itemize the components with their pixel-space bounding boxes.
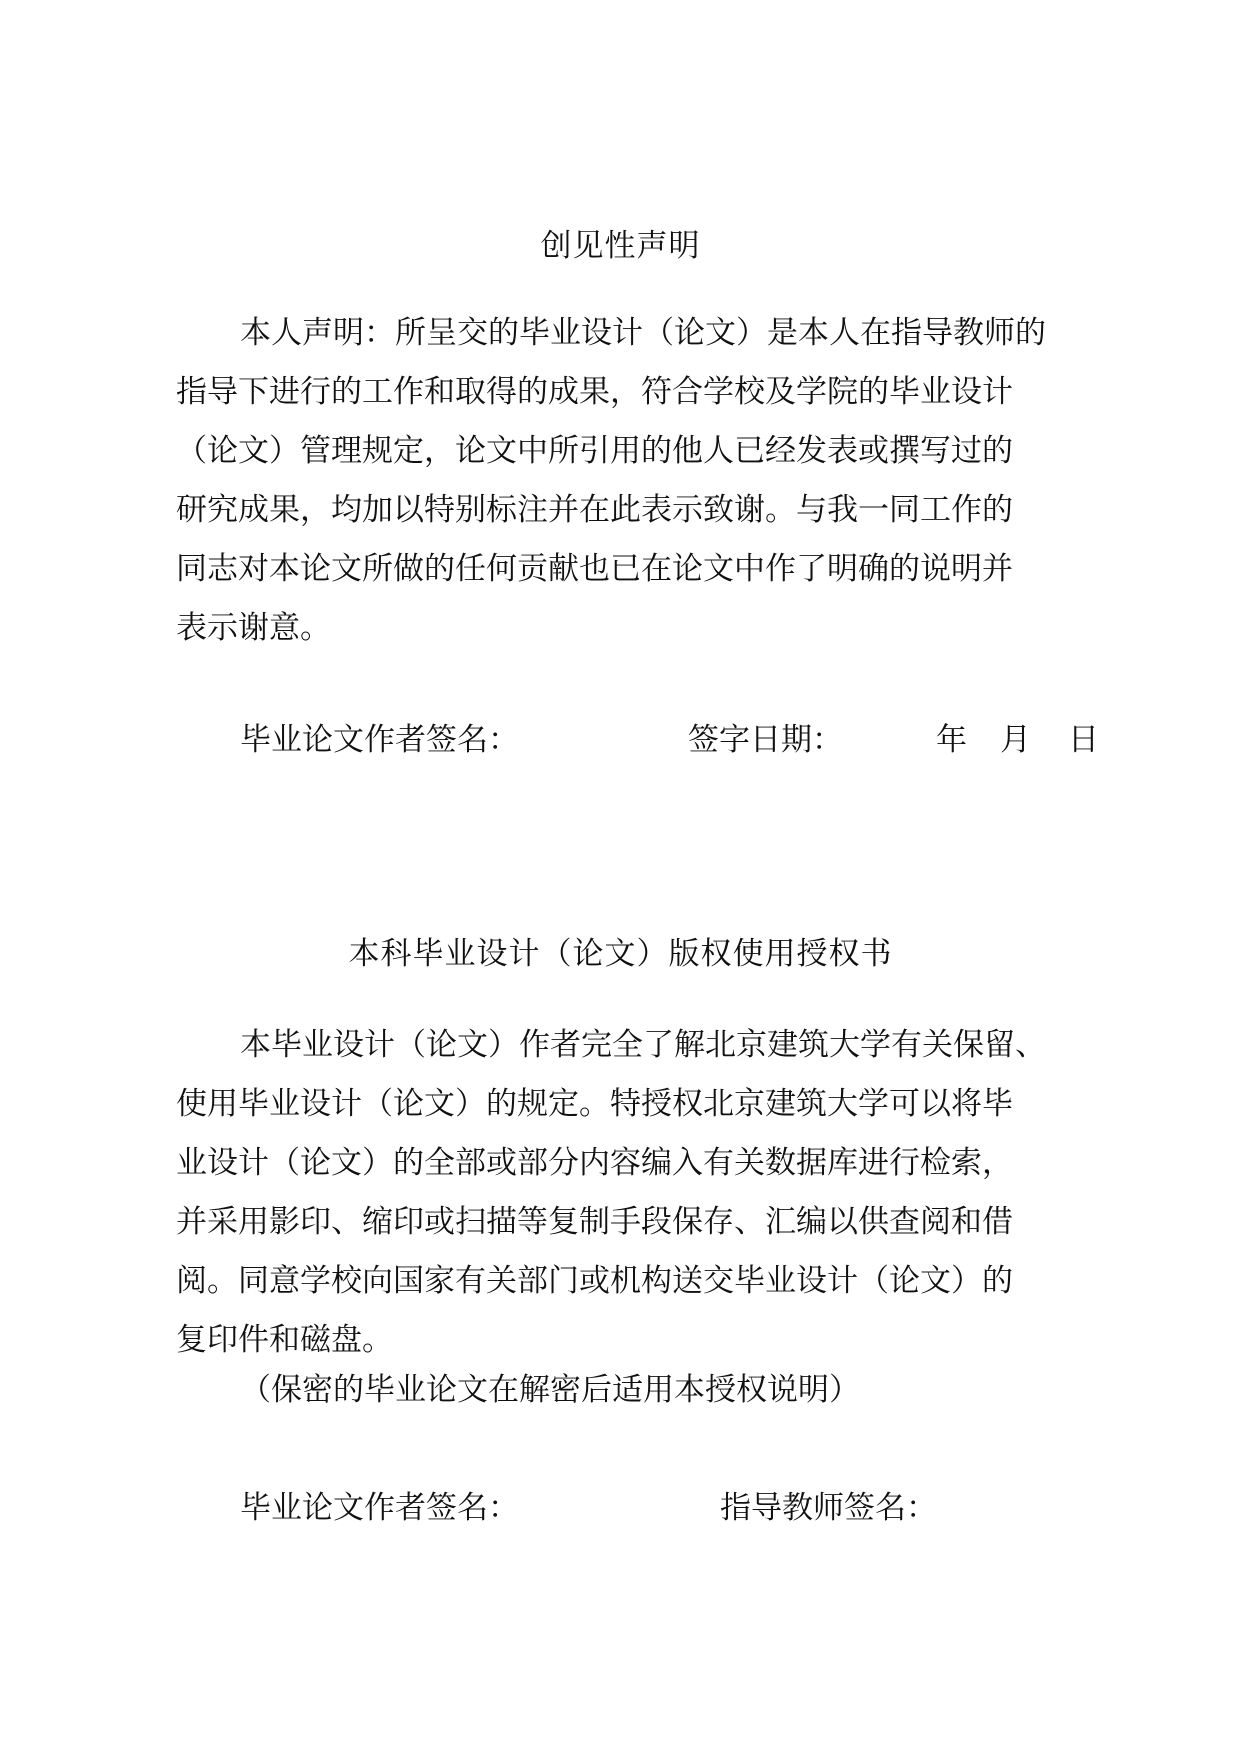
declaration-author-signature-label: 毕业论文作者签名：	[240, 722, 519, 758]
declaration-line: 指导下进行的工作和取得的成果，符合学校及学院的毕业设计	[176, 374, 1013, 410]
declaration-line: 表示谢意。	[176, 610, 331, 646]
authorization-line: 复印件和磁盘。	[176, 1322, 393, 1358]
declaration-year-label: 年	[936, 722, 967, 758]
authorization-line: 阅。同意学校向国家有关部门或机构送交毕业设计（论文）的	[176, 1263, 1013, 1299]
authorization-paragraph	[176, 1016, 1088, 1370]
authorization-line: 业设计（论文）的全部或部分内容编入有关数据库进行检索，	[176, 1145, 1013, 1181]
authorization-author-signature-label: 毕业论文作者签名：	[240, 1490, 519, 1526]
declaration-line: （论文）管理规定，论文中所引用的他人已经发表或撰写过的	[176, 433, 1013, 469]
declaration-month-label: 月	[1000, 722, 1031, 758]
declaration-paragraph	[176, 304, 1088, 658]
authorization-line: 本毕业设计（论文）作者完全了解北京建筑大学有关保留、	[240, 1027, 1046, 1063]
authorization-title: 本科毕业设计（论文）版权使用授权书	[348, 936, 893, 972]
declaration-day-label: 日	[1068, 722, 1099, 758]
declaration-line: 研究成果，均加以特别标注并在此表示致谢。与我一同工作的	[176, 492, 1013, 528]
authorization-note: （保密的毕业论文在解密后适用本授权说明）	[240, 1372, 860, 1408]
declaration-line: 同志对本论文所做的任何贡献也已在论文中作了明确的说明并	[176, 551, 1013, 587]
declaration-line: 本人声明：所呈交的毕业设计（论文）是本人在指导教师的	[240, 315, 1046, 351]
declaration-title: 创见性声明	[540, 228, 701, 264]
authorization-line: 使用毕业设计（论文）的规定。特授权北京建筑大学可以将毕	[176, 1086, 1013, 1122]
authorization-line: 并采用影印、缩印或扫描等复制手段保存、汇编以供查阅和借	[176, 1204, 1013, 1240]
declaration-date-label: 签字日期：	[688, 722, 843, 758]
authorization-advisor-signature-label: 指导教师签名：	[720, 1490, 937, 1526]
